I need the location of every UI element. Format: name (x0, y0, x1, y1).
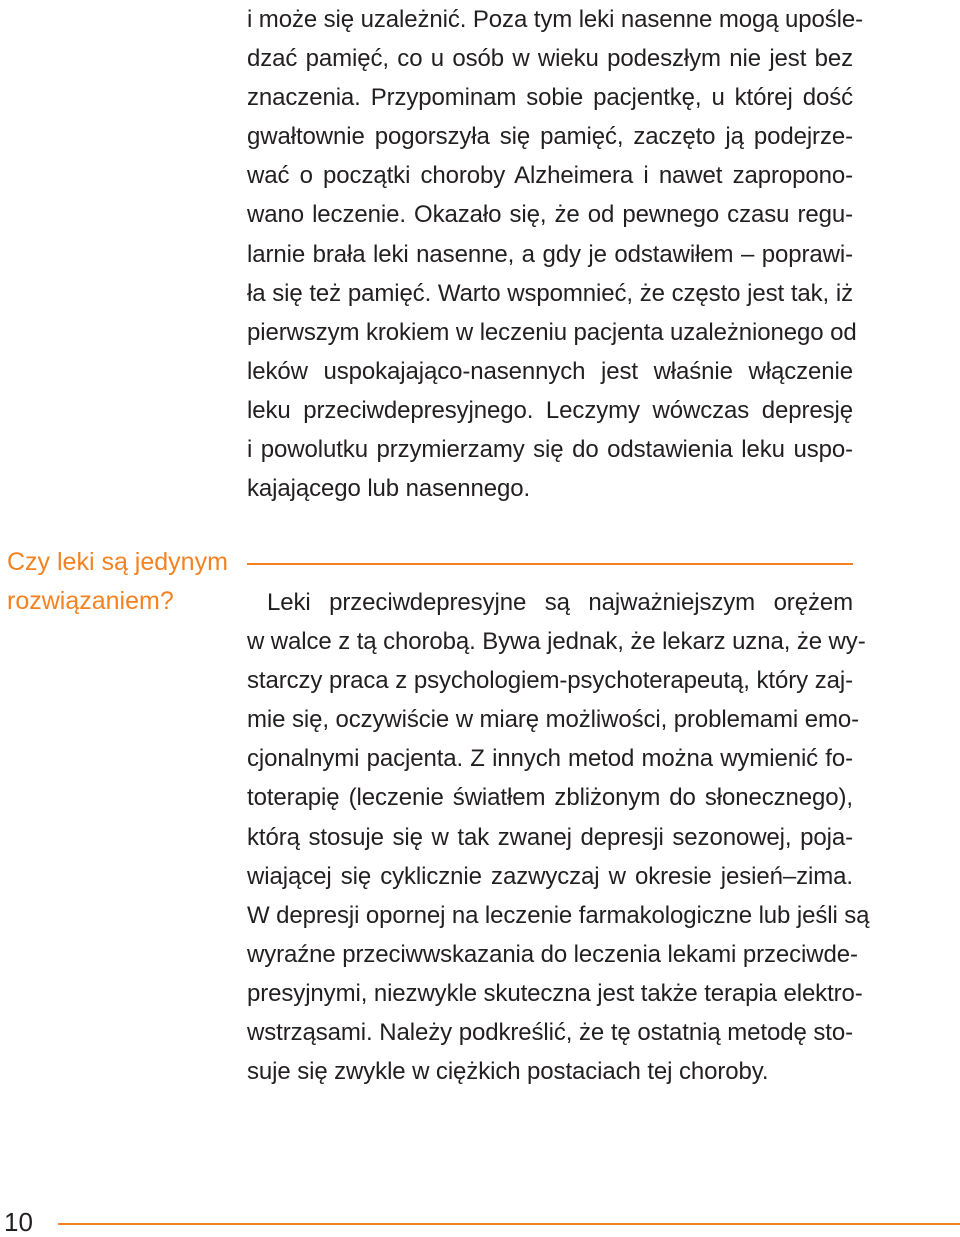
section-divider (247, 563, 853, 565)
text-line: w walce z tą chorobą. Bywa jednak, że lekarz uzna, że wy- (247, 628, 866, 656)
text-line: starczy praca z psychologiem-psychoterapeutą, który zaj- (247, 667, 853, 695)
text-line: toterapię (leczenie światłem zbliżonym do słonecznego), (247, 784, 853, 812)
footer-rule (58, 1223, 960, 1225)
text-line: którą stosuje się w tak zwanej depresji sezonowej, poja- (247, 823, 853, 851)
text-line: Leki przeciwdepresyjne są najważniejszym orężem (267, 589, 853, 616)
body-paragraph-top (247, 0, 864, 508)
text-line: i powolutku przymierzamy się do odstawienia leku uspo- (247, 436, 853, 464)
body-paragraph-bottom (247, 583, 870, 1091)
text-line: gwałtownie pogorszyła się pamięć, zaczęto ją podejrze- (247, 123, 853, 151)
text-line: dzać pamięć, co u osób w wieku podeszłym nie jest bez (247, 45, 853, 73)
text-line: leków uspokajająco-nasennych jest właśnie włączenie (247, 357, 853, 385)
section-heading-line: Czy leki są jedynym (7, 548, 228, 576)
text-line: W depresji opornej na leczenie farmakologiczne lub jeśli są (247, 901, 870, 929)
text-line: kajającego lub nasennego. (247, 475, 531, 503)
text-line: znaczenia. Przypominam sobie pacjentkę, u której dość (247, 84, 853, 112)
text-line: suje się zwykle w ciężkich postaciach tej choroby. (247, 1058, 769, 1086)
text-line: wiającej się cyklicznie zazwyczaj w okresie jesień–zima. (247, 862, 853, 890)
text-line: leku przeciwdepresyjnego. Leczymy wówczas depresję (247, 396, 853, 424)
text-line: larnie brała leki nasenne, a gdy je odstawiłem – poprawi- (247, 240, 853, 268)
section-heading-line: rozwiązaniem? (7, 587, 174, 615)
section-heading (7, 543, 237, 621)
text-line: i może się uzależnić. Poza tym leki nasenne mogą upośle- (247, 6, 864, 33)
text-line: cjonalnymi pacjenta. Z innych metod można wymienić fo- (247, 745, 853, 773)
text-line: wano leczenie. Okazało się, że od pewnego czasu regu- (247, 201, 853, 229)
text-line: ła się też pamięć. Warto wspomnieć, że często jest tak, iż (247, 279, 853, 307)
text-line: presyjnymi, niezwykle skuteczna jest także terapia elektro- (247, 979, 863, 1007)
text-line: pierwszym krokiem w leczeniu pacjenta uzależnionego od (247, 318, 857, 346)
text-line: wyraźne przeciwwskazania do leczenia lekami przeciwde- (247, 940, 858, 968)
page-number: 10 (4, 1207, 33, 1237)
text-line: wstrząsami. Należy podkreślić, że tę ostatnią metodę sto- (247, 1019, 853, 1047)
text-line: wać o początki choroby Alzheimera i nawet zapropono- (247, 162, 853, 190)
text-line: mie się, oczywiście w miarę możliwości, problemami emo- (247, 706, 859, 734)
